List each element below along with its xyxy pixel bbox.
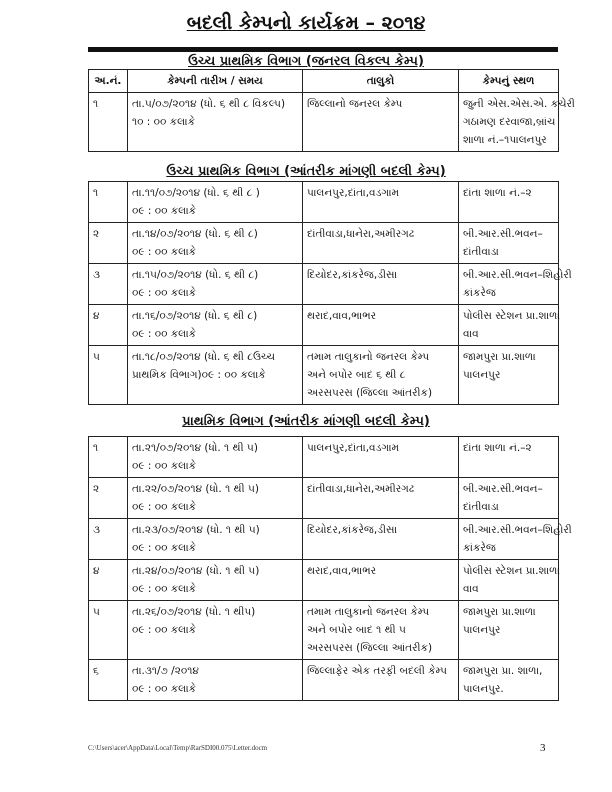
camp-location-line: પાલનપુર	[463, 369, 501, 381]
table-header-row	[89, 70, 559, 93]
taluka-line: દાંતીવાડા,ધાનેરા,અમીરગઢ	[307, 228, 415, 240]
taluka-line: પાલનપુર,દાંતા,વડગામ	[307, 187, 399, 199]
taluka-cell	[303, 660, 459, 701]
camp-location-line: બી.આર.સી.ભવન–	[463, 483, 543, 495]
camp-date-time-line: તા.૨૬/૦૭/૨૦૧૪ (ધો. ૧ થીપ)	[132, 606, 256, 618]
camp-location-line: કાંકરેજ	[463, 542, 496, 554]
serial-number: ૪	[89, 560, 128, 601]
taluka-line: થરાદ,વાવ,ભાભર	[307, 565, 377, 577]
camp-date-time-line: ૦૯ : ૦૦ કલાકે	[132, 501, 197, 513]
camp-date-time-line: તા.૩૧/૭ /૨૦૧૪	[132, 665, 199, 677]
taluka-line: જિલ્લાનો જનરલ કેમ્પ	[307, 98, 403, 110]
camp-location-cell	[459, 437, 559, 478]
camp-date-time-cell	[128, 437, 303, 478]
serial-number: ૩	[89, 519, 128, 560]
taluka-line: દાંતીવાડા,ધાનેરા,અમીરગઢ	[307, 483, 415, 495]
camp-date-time-cell	[128, 264, 303, 305]
title-divider	[88, 47, 558, 52]
camp-location-line: જામપુરા પ્રા.શાળા	[463, 606, 536, 618]
taluka-cell	[303, 560, 459, 601]
table-row	[89, 182, 559, 223]
table-row	[89, 601, 559, 660]
camp-date-time-line: ૦૯ : ૦૦ કલાકે	[132, 624, 197, 636]
camp-date-time-line: તા.૧૫/૦૭/૨૦૧૪ (ધો. ૬ થી ૮)	[132, 269, 259, 281]
serial-number: ૨	[89, 478, 128, 519]
camp-date-time-cell	[128, 560, 303, 601]
camp-date-time-cell	[128, 519, 303, 560]
camp-location-cell	[459, 519, 572, 560]
column-header: કેમ્પની તારીખ / સમય	[128, 70, 303, 93]
document-title: બદલી કેમ્પનો કાર્યક્રમ – ૨૦૧૪	[186, 12, 426, 34]
taluka-line: અરસપરસ (જિલ્લા આંતરીક)	[307, 642, 433, 654]
taluka-cell	[303, 437, 459, 478]
column-header: તાલુકો	[303, 70, 459, 93]
camp-location-cell	[459, 182, 559, 223]
taluka-cell	[303, 601, 459, 660]
taluka-line: અને બપોર બાદ ૧ થી ૫	[307, 624, 406, 636]
schedule-table-primary	[88, 436, 572, 701]
table-row	[89, 264, 559, 305]
camp-date-time-cell	[128, 346, 303, 405]
camp-date-time-line: ૧૦ : ૦૦ કલાકે	[132, 116, 195, 128]
camp-location-cell	[459, 601, 559, 660]
table-row	[89, 93, 559, 152]
camp-location-line: દાંતીવાડા	[463, 501, 499, 513]
serial-number: ૪	[89, 305, 128, 346]
schedule-table-general	[88, 69, 575, 152]
camp-date-time-cell	[128, 478, 303, 519]
camp-date-time-line: તા.૨૩/૦૭/૨૦૧૪ (ધો. ૧ થી ૫)	[132, 524, 260, 536]
camp-date-time-line: ૦૯ : ૦૦ કલાકે	[132, 287, 197, 299]
camp-date-time-cell	[128, 223, 303, 264]
taluka-cell	[303, 264, 459, 305]
taluka-line: થરાદ,વાવ,ભાભર	[307, 310, 377, 322]
camp-location-line: વાવ	[463, 583, 479, 595]
serial-number: ૧	[89, 437, 128, 478]
serial-number: ૧	[89, 93, 128, 152]
taluka-line: અરસપરસ (જિલ્લા આંતરીક)	[307, 387, 433, 399]
camp-date-time-cell	[128, 182, 303, 223]
camp-location-line: ગઠામણ દરવાજા,બ્રાંચ	[463, 116, 556, 128]
section-heading-primary: પ્રાથમિક વિભાગ (આંતરીક માંગણી બદલી કેમ્પ)	[182, 414, 430, 429]
serial-number: ૩	[89, 264, 128, 305]
camp-location-line: વાવ	[463, 328, 479, 340]
taluka-cell	[303, 93, 459, 152]
camp-date-time-line: ૦૯ : ૦૦ કલાકે	[132, 460, 197, 472]
camp-date-time-line: તા.૧૮/૦૭/૨૦૧૪ (ધો. ૬ થી ૮ઉચ્ચ	[132, 351, 276, 363]
section-heading-upper-primary: ઉચ્ચ પ્રાથમિક વિભાગ (આંતરીક માંગણી બદલી કેમ્પ)	[166, 164, 446, 179]
camp-location-cell	[459, 560, 559, 601]
camp-date-time-line: પ્રાથમિક વિભાગ)૦૯ : ૦૦ કલાકે	[132, 369, 266, 381]
camp-location-line: કાંકરેજ	[463, 287, 496, 299]
camp-date-time-cell	[128, 93, 303, 152]
camp-location-line: પાલનપુર.	[463, 683, 504, 695]
camp-location-line: જામપુરા પ્રા.શાળા	[463, 351, 536, 363]
taluka-cell	[303, 305, 459, 346]
camp-date-time-line: ૦૯ : ૦૦ કલાકે	[132, 328, 197, 340]
camp-location-line: બી.આર.સી.ભવન–શિહોરી	[463, 524, 572, 536]
camp-location-cell	[459, 305, 559, 346]
table-row	[89, 437, 559, 478]
table-row	[89, 305, 559, 346]
camp-location-line: જુની એસ.એસ.એ. કચેરી	[463, 98, 575, 110]
camp-date-time-cell	[128, 305, 303, 346]
camp-location-cell	[459, 478, 559, 519]
camp-date-time-line: તા.૨૪/૦૭/૨૦૧૪ (ધો. ૧ થી ૫)	[132, 565, 260, 577]
serial-number: ૨	[89, 223, 128, 264]
table-row	[89, 346, 559, 405]
page-number: 3	[540, 742, 546, 754]
camp-date-time-line: ૦૯ : ૦૦ કલાકે	[132, 683, 197, 695]
taluka-line: અને બપોર બાદ ૬ થી ૮	[307, 369, 406, 381]
camp-date-time-line: ૦૯ : ૦૦ કલાકે	[132, 583, 197, 595]
serial-number: ૬	[89, 660, 128, 701]
taluka-line: તમામ તાલુકાનો જનરલ કેમ્પ	[307, 606, 430, 618]
camp-date-time-line: ૦૯ : ૦૦ કલાકે	[132, 246, 197, 258]
camp-date-time-line: તા.૧૧/૦૭/૨૦૧૪ (ધો. ૬ થી ૮ )	[132, 187, 260, 199]
serial-number: ૧	[89, 182, 128, 223]
table-row	[89, 560, 559, 601]
taluka-line: જિલ્લાફેર એક તરફી બદલી કેમ્પ	[307, 665, 447, 677]
camp-date-time-line: તા.૨૧/૦૭/૨૦૧૪ (ધો. ૧ થી ૫)	[132, 442, 258, 454]
taluka-cell	[303, 346, 459, 405]
camp-location-cell	[459, 660, 559, 701]
camp-location-line: બી.આર.સી.ભવન–શિહોરી	[463, 269, 572, 281]
table-row	[89, 478, 559, 519]
camp-date-time-line: તા.૧૬/૦૭/૨૦૧૪ (ધો. ૬ થી ૮)	[132, 310, 258, 322]
camp-date-time-line: ૦૯ : ૦૦ કલાકે	[132, 542, 197, 554]
camp-date-time-cell	[128, 660, 303, 701]
footer-file-path: C:\Users\acer\AppData\Local\Temp\RarSDI00.075\Letter.docm	[88, 744, 268, 752]
camp-date-time-line: તા.૧૪/૦૭/૨૦૧૪ (ધો. ૬ થી ૮)	[132, 228, 258, 240]
camp-location-line: દાંતીવાડા	[463, 246, 499, 258]
taluka-cell	[303, 223, 459, 264]
camp-date-time-line: તા.૫/૦૭/૨૦૧૪ (ધો. ૬ થી ૮ વિકલ્પ)	[132, 98, 286, 110]
camp-location-cell	[459, 223, 559, 264]
camp-location-line: દાંતા શાળા નં.–૨	[463, 187, 532, 199]
taluka-line: તમામ તાલુકાનો જનરલ કેમ્પ	[307, 351, 430, 363]
camp-date-time-line: ૦૯ : ૦૦ કલાકે	[132, 205, 197, 217]
column-header: અ.નં.	[89, 70, 128, 93]
table-row	[89, 519, 559, 560]
camp-location-cell	[459, 93, 575, 152]
section-heading-general: ઉચ્ચ પ્રાથમિક વિભાગ (જનરલ વિકલ્પ કેમ્પ)	[188, 54, 424, 69]
taluka-line: પાલનપુર,દાંતા,વડગામ	[307, 442, 399, 454]
table-row	[89, 223, 559, 264]
camp-location-line: બી.આર.સી.ભવન–	[463, 228, 543, 240]
camp-location-cell	[459, 346, 559, 405]
camp-location-line: શાળા નં.–૧પાલનપુર	[463, 134, 547, 146]
taluka-line: દિયોદર,કાંકરેજ,ડીસા	[307, 524, 398, 536]
taluka-line: દિયોદર,કાંકરેજ,ડીસા	[307, 269, 398, 281]
camp-location-line: જામપુરા પ્રા. શાળા,	[463, 665, 543, 677]
serial-number: ૫	[89, 346, 128, 405]
camp-date-time-cell	[128, 601, 303, 660]
camp-location-line: પોલીસ સ્ટેશન પ્રા.શાળા	[463, 565, 560, 577]
taluka-cell	[303, 182, 459, 223]
camp-location-line: પાલનપુર	[463, 624, 501, 636]
camp-location-cell	[459, 264, 572, 305]
column-header: કેમ્પનું સ્થળ	[459, 70, 559, 93]
camp-date-time-line: તા.૨૨/૦૭/૨૦૧૪ (ધો. ૧ થી ૫)	[132, 483, 259, 495]
serial-number: ૫	[89, 601, 128, 660]
table-row	[89, 660, 559, 701]
taluka-cell	[303, 478, 459, 519]
camp-date-time-line	[132, 131, 298, 149]
camp-location-line: પોલીસ સ્ટેશન પ્રા.શાળા	[463, 310, 560, 322]
taluka-cell	[303, 519, 459, 560]
camp-location-line: દાંતા શાળા નં.–૨	[463, 442, 532, 454]
schedule-table-upper-primary	[88, 181, 572, 405]
